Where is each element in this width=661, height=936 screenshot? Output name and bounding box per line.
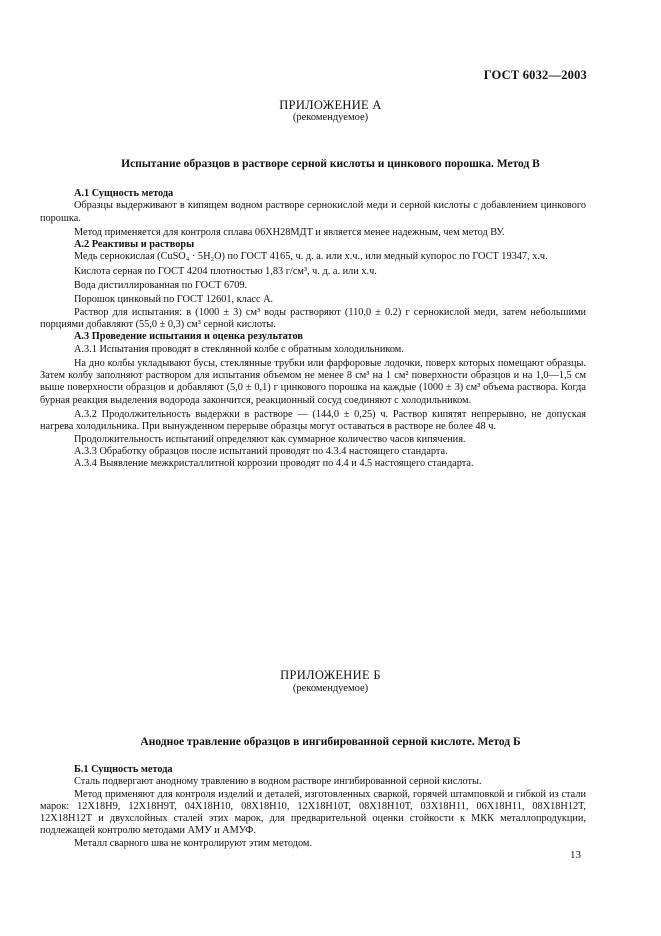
appendix-b-section-title: Анодное травление образцов в ингибированной серной кислоте. Метод Б	[140, 736, 521, 748]
appendix-a-status: (рекомендуемое)	[292, 112, 369, 123]
paragraph: Вода дистиллированная по ГОСТ 6709.	[74, 280, 248, 292]
standard-code: ГОСТ 6032—2003	[483, 68, 587, 82]
paragraph: Кислота серная по ГОСТ 4204 плотностью 1,83 г/см³, ч. д. а. или х.ч.	[74, 265, 377, 277]
page-number: 13	[570, 849, 581, 861]
paragraph: Метод применяется для контроля сплава 06ХН28МДТ и является менее надежным, чем метод ВУ.	[74, 226, 505, 238]
paragraph: Медь сернокислая (CuSO₄ · 5H₂O) по ГОСТ 4165, ч. д. а. или х.ч., или медный купорос по ГОСТ 19347, х.ч.	[74, 251, 548, 263]
heading-b1: Б.1 Сущность метода	[74, 764, 173, 775]
appendix-a-body	[40, 188, 586, 471]
paragraph: Порошок цинковый по ГОСТ 12601, класс А.	[74, 294, 274, 306]
heading-a2: А.2 Реактивы и растворы	[74, 239, 195, 251]
appendix-b-body	[40, 764, 586, 850]
appendix-a-section-title: Испытание образцов в растворе серной кислоты и цинкового порошка. Метод В	[121, 158, 540, 170]
appendix-a-title: ПРИЛОЖЕНИЕ А	[279, 98, 382, 112]
paragraph: А.3.3 Обработку образцов после испытаний проводят по 4.3.4 настоящего стандарта.	[74, 445, 448, 457]
paragraph: Метод применяют для контроля изделий и деталей, изготовленных сваркой, горячей штамповкой и гибкой из стали марок: 12Х18Н9, 12Х18Н9Т, 04Х18Н10, 08Х18Н10, 12Х18Н10Т, 08Х18Н10Т, 03Х18Н11, 06Х18Н11, 08Х18Н12Т, 12Х18Н12Т и двухслойных сталей этих марок, для предварительной оценки стойкости к МКК металлопродукции, подлежащей контролю методами АМУ и АМУФ.	[40, 788, 586, 837]
paragraph: На дно колбы укладывают бусы, стеклянные трубки или фарфоровые лодочки, поверх которых помещают образцы. Затем колбу заполняют раствором для испытания объемом не менее 8 см³ на 1 см² поверхности образцов и на 1,0—1,5 см выше поверхности образцов и добавляют (5,0 ± 0,1) г цинкового порошка на каждые (1000 ± 3) см³ объема раствора. Когда бурная реакция выделения водорода закончится, реакционный сосуд соединяют с холодильником.	[40, 357, 586, 406]
paragraph: Сталь подвергают анодному травлению в водном растворе ингибированной серной кислоты.	[74, 776, 482, 788]
paragraph: Образцы выдерживают в кипящем водном растворе сернокислой меди и серной кислоты с добавлением цинкового порошка.	[40, 200, 586, 224]
paragraph: Металл сварного шва не контролируют этим методом.	[74, 837, 313, 849]
appendix-b-status: (рекомендуемое)	[292, 683, 369, 694]
paragraph: А.3.4 Выявление межкристаллитной коррозии проводят по 4.4 и 4.5 настоящего стандарта.	[74, 458, 474, 470]
appendix-b-title: ПРИЛОЖЕНИЕ Б	[280, 668, 381, 682]
heading-a1: А.1 Сущность метода	[74, 188, 174, 199]
paragraph: А.3.1 Испытания проводят в стеклянной колбе с обратным холодильником.	[74, 343, 404, 355]
heading-a3: А.3 Проведение испытания и оценка результатов	[74, 331, 303, 343]
paragraph: А.3.2 Продолжительность выдержки в растворе — (144,0 ± 0,25) ч. Раствор кипятят непрерывно, не допуская нагрева холодильника. При вынужденном перерыве образцы могут оставаться в растворе не более 48 ч.	[40, 409, 586, 433]
paragraph: Раствор для испытания: в (1000 ± 3) см³ воды растворяют (110,0 ± 0.2) г сернокислой меди, затем небольшими порциями добавляют (55,0 ± 0,3) см³ серной кислоты.	[40, 306, 586, 330]
paragraph: Продолжительность испытаний определяют как суммарное количество часов кипячения.	[74, 433, 466, 445]
